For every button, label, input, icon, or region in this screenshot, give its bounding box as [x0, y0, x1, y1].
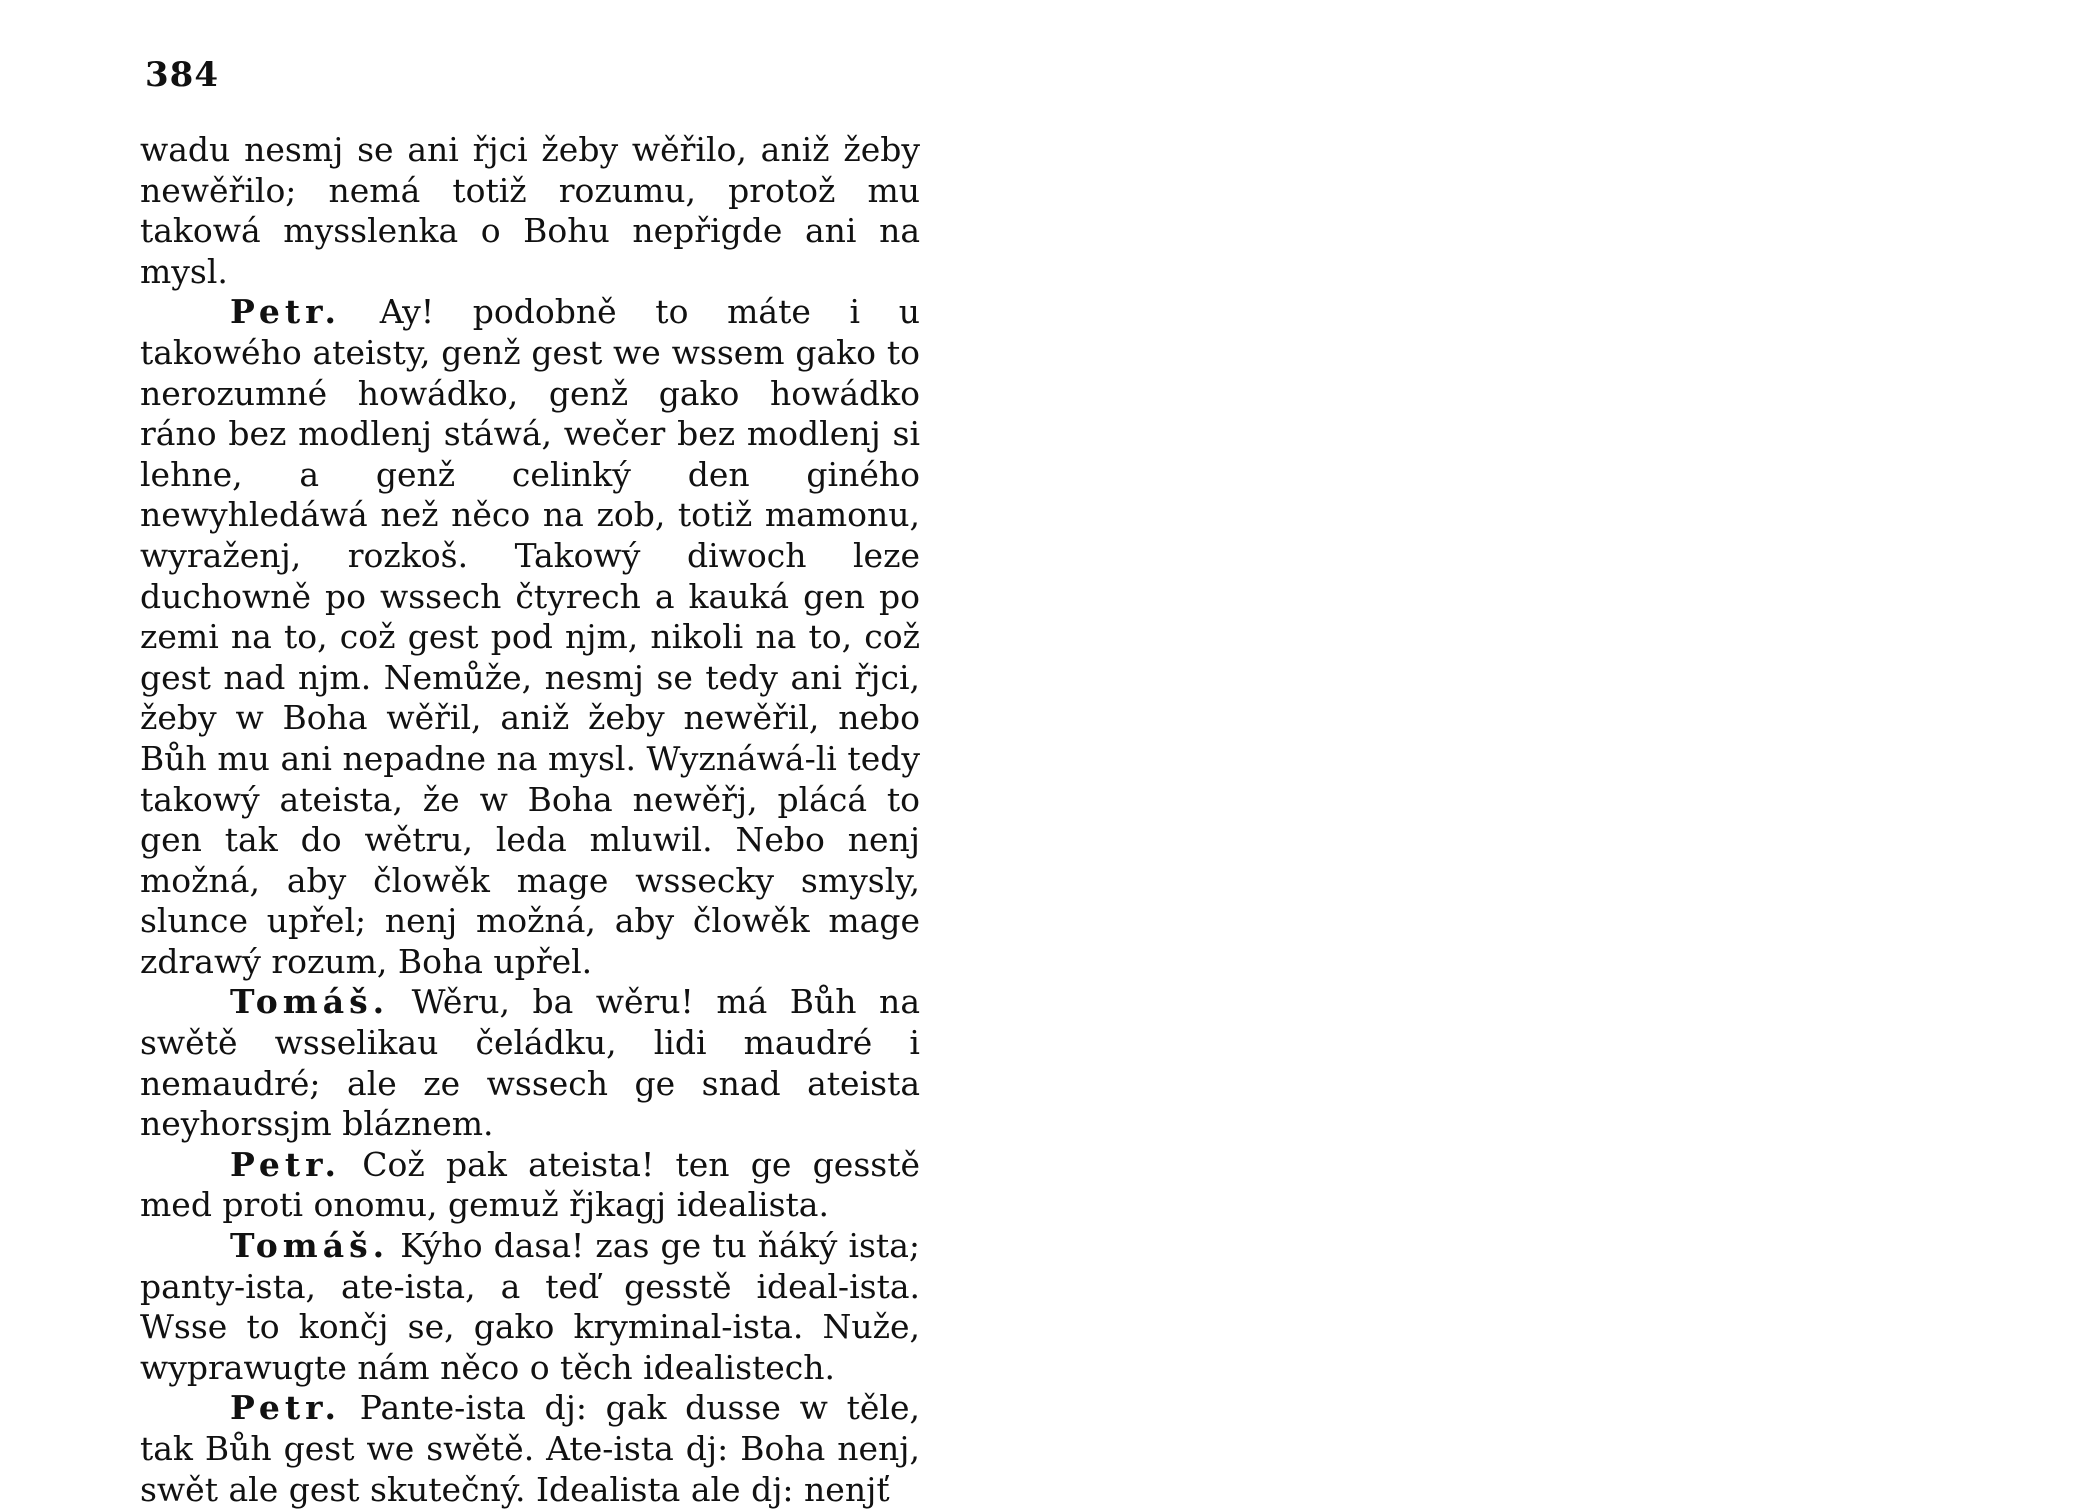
speaker-name: Petr. [230, 1144, 342, 1184]
paragraph-text: Pante-ista dj: gak dusse w těle, tak Bůh gest we swětě. Ate-ista dj: Boha nenj, swět ale gest skutečný. Idealista ale dj: nenjť [140, 1388, 920, 1509]
paragraph-text: Ay! podobně to máte i u takowého ateisty, genž gest we wssem gako to nerozumné howádko, genž gako howádko ráno bez modlenj stáwá, wečer bez modlenj si lehne, a genž celinký den giného newyhledáwá než něco na zob, totiž mamonu, wyraženj, rozkoš. Takowý diwoch leze duchowně po wssech čtyrech a kauká gen po zemi na to, což gest pod njm, nikoli na to, což gest nad njm. Nemůže, nesmj se tedy ani řjci, žeby w Boha wěřil, aniž žeby newěřil, nebo Bůh mu ani nepadne na mysl. Wyznáwá-li tedy takowý ateista, že w Boha newěřj, plácá to gen tak do wětru, leda mluwil. Nebo nenj možná, aby člowěk mage wssecky smysly, slunce upřel; nenj možná, aby člowěk mage zdrawý rozum, Boha upřel. [140, 292, 920, 981]
dialogue-paragraph [140, 1145, 920, 1226]
dialogue-text [140, 130, 920, 1510]
speaker-name: Tomáš. [230, 982, 390, 1022]
paragraph-text: Wěru, ba wěru! má Bůh na swětě wsselikau čeládku, lidi maudré i nemaudré; ale ze wssech ge snad ateista neyhorssjm bláznem. [140, 982, 920, 1144]
paragraph-text: wadu nesmj se ani řjci žeby wěřilo, aniž žeby newěřilo; nemá totiž rozumu, protož mu takowá mysslenka o Bohu nepřigde ani na mysl. [140, 130, 920, 291]
paragraph-text: Kýho dasa! zas ge tu ňáký ista; panty-ista, ate-ista, a teď gesstě ideal-ista. Wsse to končj se, gako kryminal-ista. Nuže, wyprawugte nám něco o těch idealistech. [140, 1226, 920, 1387]
dialogue-paragraph [140, 130, 920, 292]
paragraph-text: Což pak ateista! ten ge gesstě med proti onomu, gemuž řjkagj idealista. [140, 1144, 920, 1225]
right-page [1043, 0, 2086, 1500]
page-number: 384 [145, 55, 219, 95]
dialogue-paragraph [140, 292, 920, 982]
speaker-name: Tomáš. [230, 1226, 390, 1266]
dialogue-paragraph [140, 1226, 920, 1388]
speaker-name: Petr. [230, 1388, 342, 1428]
dialogue-paragraph [140, 982, 920, 1144]
dialogue-paragraph [140, 1388, 920, 1510]
left-page [0, 0, 1043, 1509]
speaker-name: Petr. [230, 292, 342, 332]
